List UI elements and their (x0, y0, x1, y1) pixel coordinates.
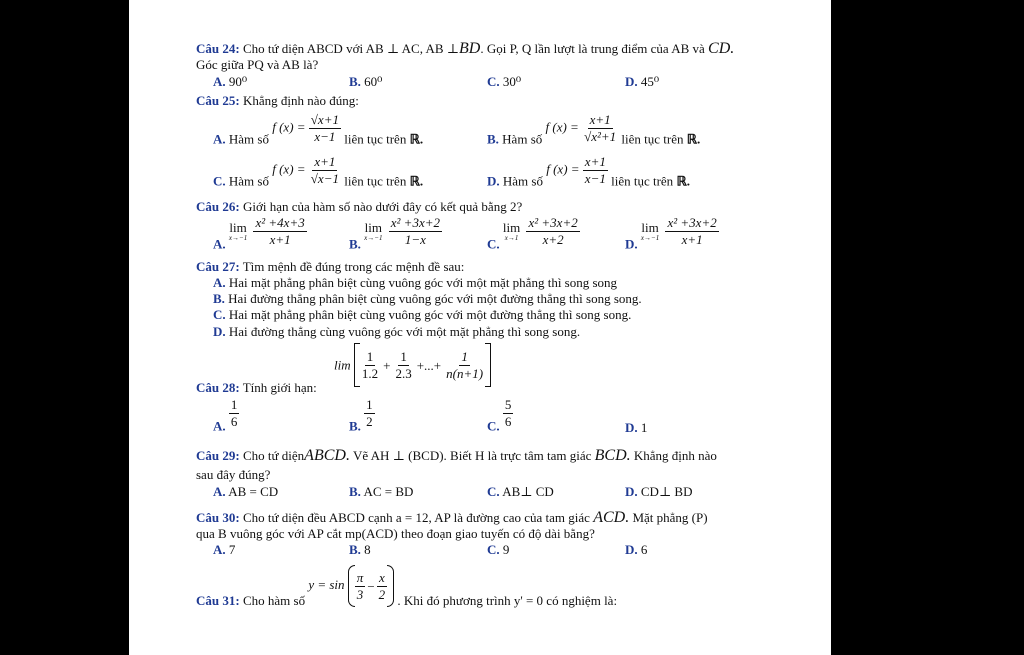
fraction (389, 215, 442, 248)
numerator: 1 (366, 397, 373, 412)
option-text: 9 (502, 542, 510, 557)
fraction (444, 349, 485, 382)
fraction (253, 215, 306, 248)
option-b[interactable] (349, 215, 442, 251)
denominator: x+1 (269, 232, 291, 247)
option-label: A. (213, 542, 226, 557)
option-text: 30⁰ (502, 74, 522, 89)
option-b[interactable] (349, 74, 382, 89)
question-number: Câu 28: (196, 380, 240, 395)
option-a[interactable] (213, 275, 617, 290)
option-label: C. (213, 173, 226, 189)
option-c[interactable] (487, 215, 580, 251)
question-31 (196, 565, 617, 608)
math-bcd: BCD. (594, 447, 631, 464)
numerator: 1 (400, 348, 407, 364)
option-label: D. (625, 74, 638, 89)
function-f: f (x) = (545, 119, 579, 135)
option-text: Hai mặt phẳng phân biệt cùng vuông góc với một đường thẳng thì song song. (228, 307, 632, 322)
option-text: AB⊥ CD (502, 484, 554, 499)
fraction (526, 215, 579, 248)
right-paren (387, 565, 394, 607)
option-prefix: Hàm số (502, 131, 543, 147)
option-label: A. (213, 418, 226, 434)
limit-expression (334, 343, 491, 387)
option-d[interactable] (487, 154, 690, 188)
denominator: 2.3 (395, 365, 412, 381)
question-number: Câu 26: (196, 199, 240, 214)
limit (641, 221, 659, 242)
numerator: x² +3x+2 (390, 215, 440, 230)
option-b[interactable] (349, 397, 375, 433)
denominator: 6 (230, 414, 238, 429)
denominator: x−1 (314, 129, 336, 144)
minus-sign: − (367, 578, 375, 594)
question-29 (196, 448, 717, 463)
question-30-line2: qua B vuông góc với AP cắt mp(ACD) theo đoạn giao tuyến có độ dài bằng? (196, 526, 595, 541)
fraction (582, 112, 618, 145)
fraction (393, 349, 413, 382)
option-label: C. (487, 74, 500, 89)
fraction (377, 570, 388, 603)
option-label: C. (213, 307, 226, 322)
denominator: 1−x (404, 232, 426, 247)
math-abcd: ABCD. (304, 447, 350, 464)
fraction (309, 112, 341, 145)
option-a[interactable] (213, 542, 235, 557)
fraction (229, 397, 240, 430)
function-f: f (x) = (272, 161, 306, 177)
option-label: A. (213, 275, 226, 290)
question-text: Cho tứ diện ABCD với AB ⊥ AC, AB ⊥ (242, 41, 460, 56)
numerator: x (379, 569, 385, 585)
question-text-cont: . Khi đó phương trình y' = 0 có nghiệm là: (397, 592, 618, 608)
function-f: f (x) = (272, 119, 306, 135)
option-text: Hai mặt phẳng phân biệt cùng vuông góc với một mặt phẳng thì song song (228, 275, 618, 290)
option-suffix: liên tục trên (344, 131, 407, 147)
question-24 (196, 41, 734, 56)
math-cd: CD. (708, 40, 735, 57)
option-label: A. (213, 236, 226, 252)
option-c[interactable] (487, 397, 513, 433)
real-set: ℝ. (409, 173, 424, 189)
option-text: CD⊥ BD (640, 484, 693, 499)
question-text-end: Khẳng định nào (633, 448, 717, 463)
option-label: B. (349, 74, 361, 89)
option-label: A. (213, 74, 226, 89)
denominator: x+2 (542, 232, 564, 247)
option-prefix: Hàm số (228, 131, 269, 147)
option-suffix: liên tục trên (344, 173, 407, 189)
question-24-line2: Góc giữa PQ và AB là? (196, 57, 319, 72)
limit (503, 221, 520, 242)
fraction (355, 570, 366, 603)
question-text-cont: Vẽ AH ⊥ (BCD). Biết H là trực tâm tam giác (352, 448, 592, 463)
denominator: 2 (378, 586, 386, 602)
numerator: x+1 (584, 154, 606, 169)
option-label: D. (625, 236, 638, 252)
denominator: √x−1 (310, 171, 339, 186)
paren-group (348, 565, 394, 607)
numerator: x+1 (314, 154, 336, 169)
ellipsis: +...+ (416, 357, 442, 373)
lim-word: lim (641, 220, 659, 235)
option-label: D. (625, 420, 638, 435)
fraction (360, 349, 380, 382)
question-number: Câu 25: (196, 93, 240, 108)
option-d[interactable] (213, 324, 580, 339)
lim-sub: x→−1 (228, 234, 248, 242)
math-bd: BD (459, 40, 481, 57)
question-text: Cho tứ diện đều ABCD cạnh a = 12, AP là đường cao của tam giác (242, 510, 590, 525)
option-label: B. (349, 484, 361, 499)
math-acd: ACD. (593, 509, 630, 526)
option-prefix: Hàm số (228, 173, 269, 189)
option-b[interactable] (213, 291, 642, 306)
bracket-group (354, 343, 491, 387)
question-text-cont: Mặt phẳng (P) (632, 510, 708, 525)
denominator: x+1 (681, 232, 703, 247)
option-text: Hai đường thẳng cùng vuông góc với một mặt phẳng thì song song. (228, 324, 581, 339)
option-label: C. (487, 418, 500, 434)
denominator: 1.2 (361, 365, 379, 381)
question-number: Câu 29: (196, 448, 240, 463)
lim-sub: x→−1 (364, 234, 383, 242)
option-prefix: Hàm số (502, 173, 543, 189)
option-label: D. (487, 173, 500, 189)
denominator: n(n+1) (446, 365, 484, 381)
question-25 (196, 93, 359, 108)
option-text: Hai đường thẳng phân biệt cùng vuông góc với một đường thẳng thì song song. (228, 291, 642, 306)
question-29-line2: sau đây đúng? (196, 467, 271, 482)
option-label: A. (213, 484, 226, 499)
question-text: Tìm mệnh đề đúng trong các mệnh đề sau: (242, 259, 465, 274)
question-28 (196, 380, 317, 395)
lim-sub: x→1 (504, 234, 519, 242)
numerator: π (356, 569, 364, 585)
denominator: 6 (504, 414, 512, 429)
option-b[interactable] (349, 542, 371, 557)
fraction (309, 154, 341, 187)
lim-sub: x→−1 (640, 234, 660, 242)
option-b[interactable] (487, 112, 700, 146)
function-f: f (x) = (546, 161, 580, 177)
option-text: 7 (228, 542, 236, 557)
question-number: Câu 27: (196, 259, 240, 274)
option-label: A. (213, 131, 226, 147)
option-label: C. (487, 236, 500, 252)
option-text: AC = BD (363, 484, 414, 499)
option-b[interactable] (349, 484, 413, 499)
denominator: 2 (366, 414, 373, 429)
lim-word: lim (334, 357, 351, 373)
lim-word: lim (364, 220, 383, 235)
option-c[interactable] (213, 307, 631, 322)
option-a[interactable] (213, 397, 239, 433)
option-label: B. (349, 418, 361, 434)
option-label: D. (625, 542, 638, 557)
option-d[interactable] (625, 484, 692, 499)
lim-word: lim (229, 220, 247, 235)
option-a[interactable] (213, 484, 278, 499)
option-text: 45⁰ (640, 74, 660, 89)
option-c[interactable] (487, 484, 554, 499)
denominator: √x²+1 (584, 129, 617, 144)
option-text: 8 (364, 542, 371, 557)
numerator: x² +4x+3 (255, 215, 305, 230)
limit (229, 221, 247, 242)
numerator: 1 (230, 397, 238, 412)
option-text: 1 (640, 420, 648, 435)
option-label: B. (349, 542, 361, 557)
fraction (503, 397, 514, 430)
option-text: 6 (640, 542, 648, 557)
fraction (583, 154, 608, 187)
question-26 (196, 199, 522, 214)
numerator: x+1 (589, 112, 611, 127)
option-d[interactable] (625, 420, 647, 435)
question-number: Câu 31: (196, 592, 240, 608)
question-number: Câu 24: (196, 41, 240, 56)
option-d[interactable] (625, 74, 659, 89)
fraction (665, 215, 718, 248)
numerator: x² +3x+2 (528, 215, 578, 230)
question-text: Khẳng định nào đúng: (242, 93, 359, 108)
question-text-cont: . Gọi P, Q lần lượt là trung điểm của AB và (480, 41, 705, 56)
option-label: D. (625, 484, 638, 499)
numerator: 1 (366, 348, 374, 364)
option-a[interactable] (213, 112, 423, 146)
option-c[interactable] (487, 74, 521, 89)
question-text: Tính giới hạn: (242, 380, 317, 395)
real-set: ℝ. (686, 131, 701, 147)
question-number: Câu 30: (196, 510, 240, 525)
denominator: 3 (356, 586, 364, 602)
numerator: x² +3x+2 (667, 215, 717, 230)
option-label: B. (349, 236, 361, 252)
option-label: B. (487, 131, 499, 147)
fraction (364, 397, 375, 430)
option-text: 60⁰ (364, 74, 383, 89)
real-set: ℝ. (676, 173, 690, 189)
plus-sign: + (383, 357, 391, 373)
option-a[interactable] (213, 74, 247, 89)
question-text: Cho hàm số (242, 592, 306, 608)
question-30 (196, 510, 708, 525)
real-set: ℝ. (409, 131, 424, 147)
option-suffix: liên tục trên (611, 173, 674, 189)
left-paren (348, 565, 355, 607)
numerator: 1 (461, 348, 468, 364)
option-label: D. (213, 324, 226, 339)
option-label: C. (487, 542, 500, 557)
option-text: AB = CD (228, 484, 279, 499)
option-c[interactable] (487, 542, 509, 557)
lim-word: lim (502, 220, 521, 235)
option-label: B. (213, 291, 225, 306)
option-c[interactable] (213, 154, 423, 188)
limit (364, 221, 382, 242)
option-d[interactable] (625, 215, 719, 251)
numerator: √x+1 (310, 112, 339, 127)
option-label: C. (487, 484, 500, 499)
document-page (129, 0, 831, 655)
question-27 (196, 259, 464, 274)
question-text: Cho tứ diện (242, 448, 305, 463)
option-a[interactable] (213, 215, 307, 251)
function-y: y = sin (308, 576, 345, 592)
right-bracket (485, 343, 491, 387)
numerator: 5 (504, 397, 512, 412)
option-d[interactable] (625, 542, 647, 557)
question-text: Giới hạn của hàm số nào dưới đây có kết quả bằng 2? (242, 199, 523, 214)
denominator: x−1 (584, 171, 606, 186)
option-suffix: liên tục trên (621, 131, 684, 147)
option-text: 90⁰ (228, 74, 248, 89)
